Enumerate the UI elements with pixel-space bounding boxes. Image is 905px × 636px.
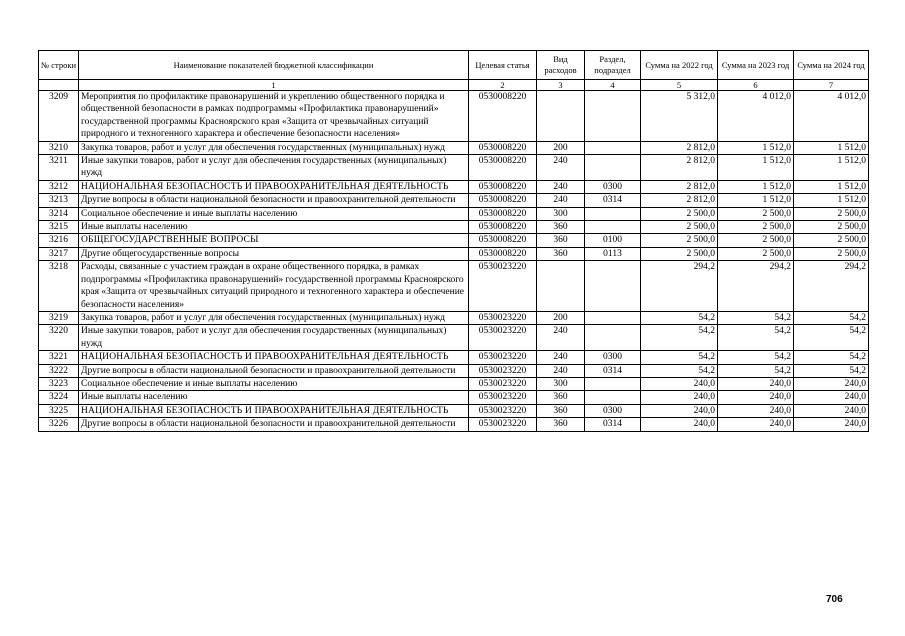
row-name-cell: Иные закупки товаров, работ и услуг для обеспечения государственных (муниципальных) нужд (79, 325, 469, 351)
table-row (39, 234, 869, 247)
row-type-cell (537, 91, 585, 142)
row-sum-2023-cell: 2 500,0 (718, 234, 794, 247)
row-sum-2023-cell: 2 500,0 (718, 207, 794, 220)
row-name-cell: Иные выплаты населению (79, 221, 469, 234)
row-type-cell: 240 (537, 351, 585, 364)
row-name-cell: Закупка товаров, работ и услуг для обеспечения государственных (муниципальных) нужд (79, 141, 469, 154)
row-sum-2022-cell: 54,2 (641, 311, 718, 324)
row-target-cell: 0530008220 (469, 155, 537, 181)
row-sum-2023-cell: 54,2 (718, 311, 794, 324)
row-number-cell: 3218 (39, 261, 79, 312)
row-sum-2024-cell: 240,0 (794, 418, 869, 431)
row-name-cell: Закупка товаров, работ и услуг для обеспечения государственных (муниципальных) нужд (79, 311, 469, 324)
row-number-cell: 3224 (39, 391, 79, 404)
row-section-cell (585, 377, 641, 390)
row-sum-2024-cell: 2 500,0 (794, 247, 869, 260)
table-row (39, 391, 869, 404)
row-section-cell (585, 141, 641, 154)
row-name-cell: Мероприятия по профилактике правонарушений и укреплению общественного порядка и общественной безопасности в рамках подпрограммы «Профилактика правонарушений» государственной программы Красноярского края «Защита от чрезвычайных ситуаций природного и техногенного характера и обеспечение безопасности населения» (79, 91, 469, 142)
row-sum-2024-cell: 1 512,0 (794, 141, 869, 154)
row-sum-2022-cell: 2 812,0 (641, 180, 718, 193)
row-number-cell: 3221 (39, 351, 79, 364)
row-section-cell (585, 391, 641, 404)
row-sum-2023-cell: 2 500,0 (718, 221, 794, 234)
table-row (39, 141, 869, 154)
row-sum-2023-cell: 1 512,0 (718, 194, 794, 207)
table-row (39, 221, 869, 234)
row-sum-2024-cell: 1 512,0 (794, 180, 869, 193)
row-section-cell: 0314 (585, 194, 641, 207)
row-name-cell: Другие вопросы в области национальной безопасности и правоохранительной деятельности (79, 364, 469, 377)
table-row (39, 377, 869, 390)
row-sum-2023-cell: 294,2 (718, 261, 794, 312)
row-section-cell: 0314 (585, 364, 641, 377)
row-sum-2023-cell: 240,0 (718, 377, 794, 390)
row-type-cell: 360 (537, 221, 585, 234)
row-target-cell: 0530008220 (469, 194, 537, 207)
row-sum-2024-cell: 240,0 (794, 377, 869, 390)
row-sum-2023-cell: 54,2 (718, 351, 794, 364)
table-row (39, 91, 869, 142)
table-row (39, 247, 869, 260)
column-number: 2 (469, 80, 537, 91)
row-sum-2022-cell: 2 812,0 (641, 155, 718, 181)
row-section-cell: 0100 (585, 234, 641, 247)
row-target-cell: 0530023220 (469, 377, 537, 390)
row-section-cell (585, 325, 641, 351)
row-section-cell (585, 207, 641, 220)
row-sum-2024-cell: 54,2 (794, 364, 869, 377)
row-sum-2022-cell: 2 500,0 (641, 207, 718, 220)
row-name-cell: НАЦИОНАЛЬНАЯ БЕЗОПАСНОСТЬ И ПРАВООХРАНИТЕЛЬНАЯ ДЕЯТЕЛЬНОСТЬ (79, 404, 469, 417)
row-number-cell: 3211 (39, 155, 79, 181)
column-number: 6 (718, 80, 794, 91)
row-sum-2023-cell: 240,0 (718, 391, 794, 404)
row-type-cell: 300 (537, 207, 585, 220)
table-row (39, 261, 869, 312)
row-name-cell: Социальное обеспечение и иные выплаты населению (79, 377, 469, 390)
row-target-cell: 0530023220 (469, 311, 537, 324)
row-sum-2023-cell: 1 512,0 (718, 180, 794, 193)
row-section-cell (585, 91, 641, 142)
row-sum-2024-cell: 1 512,0 (794, 155, 869, 181)
row-sum-2024-cell: 2 500,0 (794, 234, 869, 247)
table-row (39, 325, 869, 351)
row-sum-2023-cell: 54,2 (718, 364, 794, 377)
page-number: 706 (826, 594, 843, 605)
row-name-cell: НАЦИОНАЛЬНАЯ БЕЗОПАСНОСТЬ И ПРАВООХРАНИТЕЛЬНАЯ ДЕЯТЕЛЬНОСТЬ (79, 180, 469, 193)
row-name-cell: НАЦИОНАЛЬНАЯ БЕЗОПАСНОСТЬ И ПРАВООХРАНИТЕЛЬНАЯ ДЕЯТЕЛЬНОСТЬ (79, 351, 469, 364)
row-name-cell: Другие вопросы в области национальной безопасности и правоохранительной деятельности (79, 194, 469, 207)
row-sum-2022-cell: 54,2 (641, 351, 718, 364)
row-target-cell: 0530023220 (469, 325, 537, 351)
row-sum-2022-cell: 2 812,0 (641, 194, 718, 207)
row-type-cell: 240 (537, 155, 585, 181)
column-number-empty (39, 80, 79, 91)
header-target: Целевая статья (469, 51, 537, 80)
row-sum-2024-cell: 240,0 (794, 404, 869, 417)
row-number-cell: 3215 (39, 221, 79, 234)
row-type-cell: 360 (537, 391, 585, 404)
table-row (39, 207, 869, 220)
row-sum-2022-cell: 2 812,0 (641, 141, 718, 154)
row-section-cell: 0300 (585, 404, 641, 417)
row-type-cell: 240 (537, 180, 585, 193)
row-target-cell: 0530008220 (469, 247, 537, 260)
row-sum-2022-cell: 2 500,0 (641, 247, 718, 260)
row-type-cell: 200 (537, 141, 585, 154)
header-row-no: № строки (39, 51, 79, 80)
row-target-cell: 0530023220 (469, 261, 537, 312)
row-number-cell: 3212 (39, 180, 79, 193)
row-section-cell: 0300 (585, 180, 641, 193)
row-sum-2024-cell: 240,0 (794, 391, 869, 404)
row-target-cell: 0530023220 (469, 418, 537, 431)
row-section-cell: 0113 (585, 247, 641, 260)
row-section-cell (585, 155, 641, 181)
table-row (39, 418, 869, 431)
row-sum-2022-cell: 5 312,0 (641, 91, 718, 142)
column-number: 7 (794, 80, 869, 91)
row-sum-2023-cell: 4 012,0 (718, 91, 794, 142)
row-name-cell: Иные выплаты населению (79, 391, 469, 404)
table-row (39, 194, 869, 207)
row-target-cell: 0530008220 (469, 141, 537, 154)
row-sum-2022-cell: 2 500,0 (641, 221, 718, 234)
row-name-cell: Другие вопросы в области национальной безопасности и правоохранительной деятельности (79, 418, 469, 431)
row-sum-2023-cell: 240,0 (718, 418, 794, 431)
header-sum-2023: Сумма на 2023 год (718, 51, 794, 80)
row-type-cell: 360 (537, 247, 585, 260)
row-sum-2023-cell: 1 512,0 (718, 141, 794, 154)
row-section-cell (585, 261, 641, 312)
header-sum-2024: Сумма на 2024 год (794, 51, 869, 80)
row-number-cell: 3209 (39, 91, 79, 142)
row-type-cell: 360 (537, 404, 585, 417)
row-sum-2023-cell: 1 512,0 (718, 155, 794, 181)
row-sum-2024-cell: 54,2 (794, 351, 869, 364)
header-name: Наименование показателей бюджетной классификации (79, 51, 469, 80)
row-sum-2024-cell: 1 512,0 (794, 194, 869, 207)
row-target-cell: 0530008220 (469, 91, 537, 142)
row-sum-2024-cell: 2 500,0 (794, 207, 869, 220)
row-type-cell: 240 (537, 325, 585, 351)
row-name-cell: Социальное обеспечение и иные выплаты населению (79, 207, 469, 220)
row-number-cell: 3210 (39, 141, 79, 154)
row-number-cell: 3216 (39, 234, 79, 247)
row-number-cell: 3220 (39, 325, 79, 351)
row-number-cell: 3226 (39, 418, 79, 431)
row-sum-2024-cell: 4 012,0 (794, 91, 869, 142)
row-target-cell: 0530008220 (469, 221, 537, 234)
table-row (39, 364, 869, 377)
row-sum-2024-cell: 294,2 (794, 261, 869, 312)
row-sum-2023-cell: 54,2 (718, 325, 794, 351)
column-number: 3 (537, 80, 585, 91)
row-sum-2022-cell: 54,2 (641, 364, 718, 377)
row-target-cell: 0530023220 (469, 404, 537, 417)
row-target-cell: 0530023220 (469, 391, 537, 404)
row-number-cell: 3214 (39, 207, 79, 220)
row-sum-2022-cell: 240,0 (641, 391, 718, 404)
column-number: 1 (79, 80, 469, 91)
row-number-cell: 3222 (39, 364, 79, 377)
row-sum-2022-cell: 240,0 (641, 404, 718, 417)
row-number-cell: 3223 (39, 377, 79, 390)
table-row (39, 180, 869, 193)
row-section-cell: 0300 (585, 351, 641, 364)
row-sum-2022-cell: 54,2 (641, 325, 718, 351)
row-sum-2024-cell: 54,2 (794, 311, 869, 324)
table-row (39, 351, 869, 364)
row-sum-2024-cell: 2 500,0 (794, 221, 869, 234)
header-type: Вид расходов (537, 51, 585, 80)
budget-table (38, 50, 869, 432)
header-sum-2022: Сумма на 2022 год (641, 51, 718, 80)
row-target-cell: 0530008220 (469, 207, 537, 220)
row-name-cell: Расходы, связанные с участием граждан в охране общественного порядка, в рамках подпрограммы «Профилактика правонарушений» государственной программы Красноярского края «Защита от чрезвычайных ситуаций природного и техногенного характера и обеспечение безопасности населения» (79, 261, 469, 312)
row-type-cell: 360 (537, 418, 585, 431)
row-target-cell: 0530008220 (469, 234, 537, 247)
row-name-cell: Иные закупки товаров, работ и услуг для обеспечения государственных (муниципальных) нужд (79, 155, 469, 181)
table-row (39, 155, 869, 181)
row-sum-2022-cell: 240,0 (641, 377, 718, 390)
row-type-cell: 360 (537, 234, 585, 247)
column-number: 5 (641, 80, 718, 91)
row-section-cell: 0314 (585, 418, 641, 431)
table-body (39, 91, 869, 432)
row-name-cell: ОБЩЕГОСУДАРСТВЕННЫЕ ВОПРОСЫ (79, 234, 469, 247)
header-row (39, 51, 869, 80)
row-number-cell: 3225 (39, 404, 79, 417)
row-section-cell (585, 311, 641, 324)
row-section-cell (585, 221, 641, 234)
row-sum-2022-cell: 240,0 (641, 418, 718, 431)
row-target-cell: 0530008220 (469, 180, 537, 193)
row-type-cell: 200 (537, 311, 585, 324)
column-number: 4 (585, 80, 641, 91)
table-row (39, 404, 869, 417)
row-name-cell: Другие общегосударственные вопросы (79, 247, 469, 260)
row-type-cell: 300 (537, 377, 585, 390)
row-sum-2023-cell: 2 500,0 (718, 247, 794, 260)
row-sum-2023-cell: 240,0 (718, 404, 794, 417)
header-section: Раздел, подраздел (585, 51, 641, 80)
row-number-cell: 3217 (39, 247, 79, 260)
table-row (39, 311, 869, 324)
row-sum-2022-cell: 2 500,0 (641, 234, 718, 247)
row-number-cell: 3213 (39, 194, 79, 207)
row-sum-2022-cell: 294,2 (641, 261, 718, 312)
row-type-cell (537, 261, 585, 312)
row-type-cell: 240 (537, 194, 585, 207)
row-type-cell: 240 (537, 364, 585, 377)
row-target-cell: 0530023220 (469, 364, 537, 377)
row-sum-2024-cell: 54,2 (794, 325, 869, 351)
row-number-cell: 3219 (39, 311, 79, 324)
row-target-cell: 0530023220 (469, 351, 537, 364)
column-number-row (39, 80, 869, 91)
